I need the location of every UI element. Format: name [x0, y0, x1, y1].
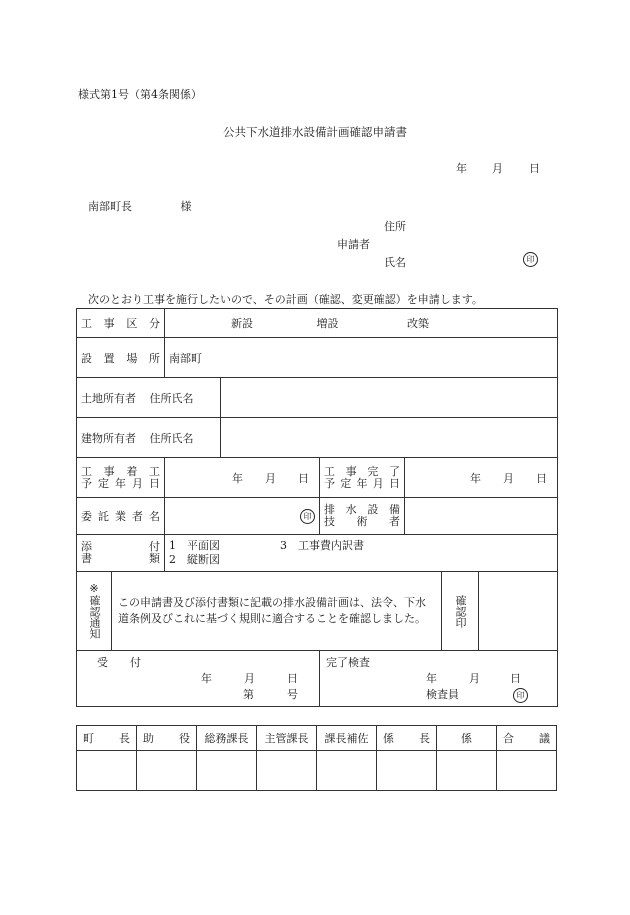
inspection-label: 完了検査 [326, 656, 370, 669]
reception-number: 第 号 [243, 688, 298, 701]
applicant-name-label: 氏名 [384, 256, 406, 269]
confirm-seal-value [479, 572, 558, 651]
inspector-label: 検査員 [426, 688, 459, 701]
building-owner-addr-name: 住所氏名 [149, 431, 194, 445]
attachment-cost: 3 工事費内訳書 [280, 539, 364, 552]
document-title: 公共下水道排水設備計画確認申請書 [223, 125, 407, 139]
stamp-cell [77, 751, 137, 791]
contractor-seal-icon: 印 [300, 509, 315, 524]
application-table [76, 308, 558, 707]
intro-text: 次のとおり工事を施行したいので、その計画（確認、変更確認）を申請します。 [88, 293, 483, 306]
applicant-role: 申請者 [337, 238, 370, 251]
land-owner-label [77, 378, 221, 418]
work-type-options [165, 309, 558, 338]
row-location [77, 338, 558, 378]
row-attachments [77, 535, 558, 572]
date-month: 月 [492, 162, 503, 175]
approval-chief: 係長 [377, 726, 437, 751]
row-schedule [77, 458, 558, 498]
building-owner-value [221, 418, 558, 458]
attachments-label: 添付 書類 [77, 535, 165, 572]
approval-mayor: 町長 [77, 726, 137, 751]
stamp-cell [197, 751, 257, 791]
addressee-honorific: 様 [180, 200, 192, 213]
work-type-new: 新設 [231, 317, 253, 330]
row-work-type [77, 309, 558, 338]
row-reception [77, 651, 558, 707]
inspection-cell: 完了検査 年 月 日 検査員 印 [320, 651, 558, 707]
approval-general-affairs: 総務課長 [197, 726, 257, 751]
row-notice [77, 572, 558, 651]
approval-consultation: 合議 [497, 726, 557, 751]
engineer-value [405, 498, 558, 535]
stamp-cell [497, 751, 557, 791]
stamp-cell [257, 751, 317, 791]
approval-table [76, 725, 557, 791]
land-owner-value [221, 378, 558, 418]
stamp-cell [137, 751, 197, 791]
contractor-value [165, 498, 320, 535]
notice-label: ※ 確認通知 [77, 572, 112, 651]
stamp-cell [377, 751, 437, 791]
row-building-owner [77, 418, 558, 458]
reception-label: 受 付 [97, 656, 141, 669]
stamp-cell [437, 751, 497, 791]
notice-text: この申請書及び添付書類に記載の排水設備計画は、法令、下水道条例及びこれに基づく規則に適合することを確認しました。 [112, 572, 442, 651]
approval-header-row [77, 726, 557, 751]
end-date-value: 年 月 日 [405, 458, 558, 498]
approval-deputy: 助役 [137, 726, 197, 751]
start-date-value: 年 月 日 [165, 458, 320, 498]
applicant-seal-icon: 印 [523, 252, 538, 267]
building-owner-label [77, 418, 221, 458]
date-day: 日 [529, 162, 540, 175]
attachment-plan: 1 平面図 [169, 539, 220, 552]
row-contractor [77, 498, 558, 535]
form-number: 様式第1号（第4条関係） [78, 88, 202, 101]
work-type-label: 工事区分 [77, 309, 165, 338]
approval-stamp-row [77, 751, 557, 791]
engineer-label: 排水設備 技術者 [320, 498, 405, 535]
work-type-rebuild: 改築 [407, 317, 429, 330]
addressee [88, 198, 192, 214]
inspector-seal-icon: 印 [513, 688, 528, 703]
addressee-name: 南部町長 [88, 200, 132, 213]
building-owner-title: 建物所有者 [81, 431, 136, 445]
location-value: 南部町 [165, 338, 558, 378]
contractor-label: 委託業者名 [77, 498, 165, 535]
location-label: 設置場所 [77, 338, 165, 378]
stamp-cell [317, 751, 377, 791]
applicant-address-label: 住所 [384, 220, 406, 233]
end-date-label: 工事完了 予定年月日 [320, 458, 405, 498]
start-date-label: 工事着工 予定年月日 [77, 458, 165, 498]
land-owner-addr-name: 住所氏名 [149, 391, 194, 405]
notice-mark: ※ [89, 582, 99, 595]
approval-dept-manager: 主管課長 [257, 726, 317, 751]
confirm-seal-label: 確認印 [442, 572, 479, 651]
reception-cell: 受 付 年 月 日 第 号 [77, 651, 320, 707]
attachments-list [165, 535, 558, 572]
date-year: 年 [456, 162, 467, 175]
approval-staff: 係 [437, 726, 497, 751]
attachment-section: 2 縦断図 [169, 553, 220, 566]
land-owner-title: 土地所有者 [81, 391, 136, 405]
row-land-owner [77, 378, 558, 418]
work-type-extension: 増設 [316, 317, 339, 330]
approval-asst-manager: 課長補佐 [317, 726, 377, 751]
